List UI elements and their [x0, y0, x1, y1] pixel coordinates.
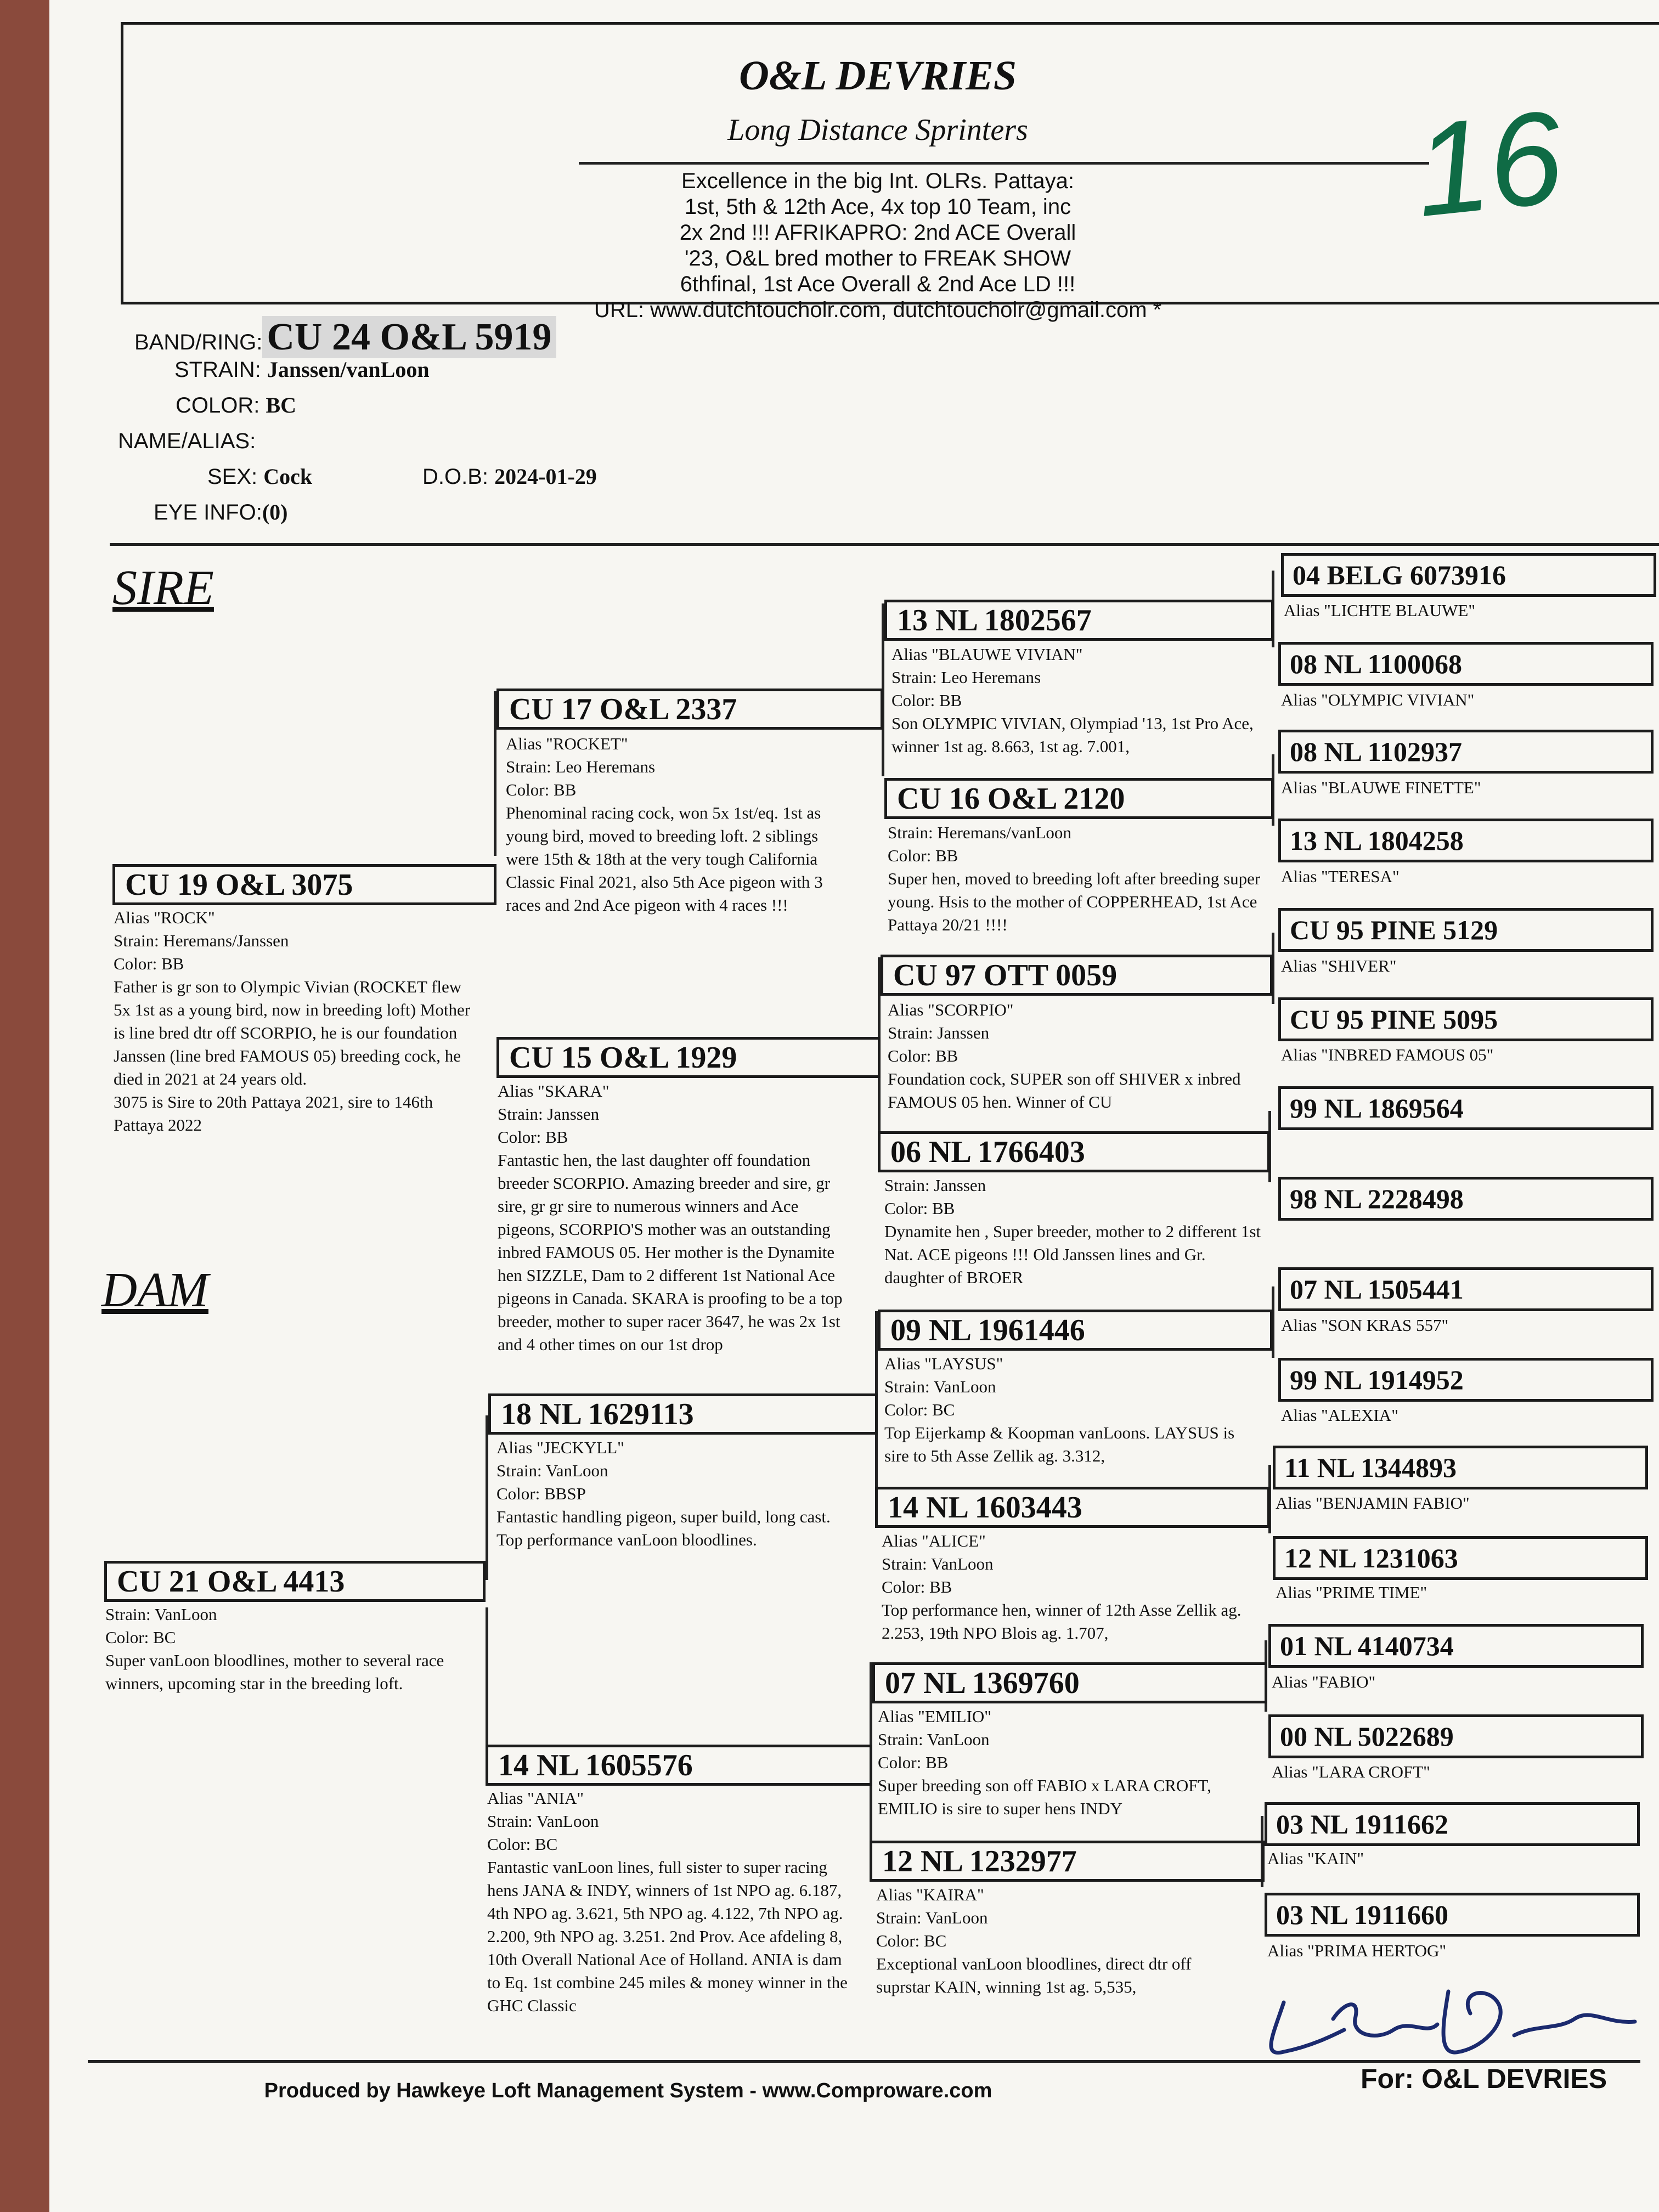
gen3-details-4: Strain: Janssen Color: BB Dynamite hen , Super breeder, mother to 2 different 1st Nat. ACE pigeons !!! Old Janssen lines and Gr. daughter of BROER [884, 1176, 1261, 1287]
gen4-alias: Alias "SHIVER" [1281, 956, 1397, 975]
gen4-band-box: 03 NL 1911660 [1265, 1893, 1640, 1937]
dam-note: Super vanLoon bloodlines, mother to several race winners, upcoming star in the breeding loft. [105, 1651, 444, 1693]
gen4-alias: Alias "BLAUWE FINETTE" [1281, 778, 1481, 797]
produced-by: Produced by Hawkeye Loft Management System - www.Comproware.com [264, 2079, 992, 2102]
gen3-band-box-3: CU 97 OTT 0059 [881, 955, 1273, 996]
gen3-details-8: Alias "KAIRA" Strain: VanLoon Color: BC Exceptional vanLoon bloodlines, direct dtr off suprstar KAIN, winning 1st ag. 5,535, [876, 1885, 1192, 1996]
for-label: For: O&L DEVRIES [1361, 2063, 1607, 2094]
gen3-band-box-7: 07 NL 1369760 [872, 1662, 1267, 1703]
gen4-band-box: 12 NL 1231063 [1273, 1536, 1648, 1580]
blurb-url-line: URL: www.dutchtoucholr.com, dutchtoucholr@gmail.com * [594, 298, 1162, 322]
dam-dam-details: Alias "ANIA" Strain: VanLoon Color: BC Fantastic vanLoon lines, full sister to super racing hens JANA & INDY, winners of 1st NPO ag. 6.187, 4th NPO ag. 3.621, 5th NPO ag. 4.122, 7th NPO ag. 2.200, 9th NPO ag. 3.251. 2nd Prov. Ace afdeling 8, 10th Overall National Ace of Holland. ANIA is dam to Eq. 1st combine 245 miles & money winner in the GHC Classic [487, 1788, 848, 2015]
gen4-alias: Alias "LARA CROFT" [1272, 1762, 1430, 1781]
header-rule [579, 162, 1429, 165]
blurb-line: 1st, 5th & 12th Ace, 4x top 10 Team, inc [684, 195, 1071, 219]
sire-sire-details: Alias "ROCKET" Strain: Leo Heremans Color: BB Phenominal racing cock, won 5x 1st/eq. 1st as young bird, moved to breeding loft. 2 siblings were 15th & 18th at the very tough California Classic Final 2021, also 5th Ace pigeon with 3 races and 2nd Ace pigeon with 4 races !!! [506, 734, 823, 915]
gen3-details-6: Alias "ALICE" Strain: VanLoon Color: BB Top performance hen, winner of 12th Asse Zellik ag. 2.253, 19th NPO Blois ag. 1.707, [882, 1531, 1242, 1643]
sire-dam-band-box: CU 15 O&L 1929 [496, 1037, 881, 1078]
dam-dam-band-box: 14 NL 1605576 [486, 1745, 872, 1786]
gen4-band-box: 08 NL 1100068 [1278, 642, 1654, 686]
dob-field: D.O.B: 2024-01-29 [422, 464, 597, 489]
gen4-alias: Alias "SON KRAS 557" [1281, 1316, 1449, 1335]
gen4-alias: Alias "FABIO" [1272, 1672, 1376, 1691]
section-divider [110, 543, 1659, 546]
blurb-line: '23, O&L bred mother to FREAK SHOW [684, 246, 1071, 270]
color-field: COLOR: BC [176, 393, 297, 417]
sire-dam-details: Alias "SKARA" Strain: Janssen Color: BB Fantastic hen, the last daughter off foundation breeder SCORPIO. Amazing breeder and sire, gr sire, gr gr sire to numerous winners and Ace pigeons, SCORPIO'S mother was an outstanding inbred FAMOUS 05. Her mother is the Dynamite hen SIZZLE, Dam to 2 different 1st National Ace pigeons in Canada. SKARA is proofing to be a top breeder, mother to super racer 3647, he was 2x 1st and 4 other times on our 1st drop [498, 1081, 843, 1354]
eye-field: EYE INFO:(0) [154, 500, 288, 524]
blurb-line: 6thfinal, 1st Ace Overall & 2nd Ace LD !!! [680, 272, 1076, 296]
blurb-line: Excellence in the big Int. OLRs. Pattaya: [681, 169, 1074, 193]
gen4-alias: Alias "KAIN" [1267, 1849, 1364, 1868]
gen3-band-box-5: 09 NL 1961446 [878, 1310, 1273, 1351]
gen4-band-box: CU 95 PINE 5129 [1278, 908, 1654, 952]
gen3-details-2: Strain: Heremans/vanLoon Color: BB Super hen, moved to breeding loft after breeding super young. Hsis to the mother of COPPERHEAD, 1st Ace Pattaya 20/21 !!!! [888, 823, 1261, 934]
loft-title: O&L DEVRIES [738, 53, 1017, 99]
gen4-band-box: 03 NL 1911662 [1265, 1802, 1640, 1846]
sire-band-box: CU 19 O&L 3075 [112, 864, 496, 905]
band-field: BAND/RING: CU 24 O&L 5919 [134, 315, 556, 359]
dam-band-box: CU 21 O&L 4413 [104, 1561, 486, 1602]
gen3-band-box-6: 14 NL 1603443 [875, 1487, 1270, 1528]
gen3-details-5: Alias "LAYSUS" Strain: VanLoon Color: BC Top Eijerkamp & Koopman vanLoons. LAYSUS is sire to 5th Asse Zellik ag. 3.312, [884, 1354, 1235, 1465]
blurb-line: 2x 2nd !!! AFRIKAPRO: 2nd ACE Overall [679, 221, 1076, 245]
connector [486, 1415, 488, 1580]
dam-details: Strain: VanLoon Color: BC Super vanLoon bloodlines, mother to several race winners, upcoming star in the breeding loft. [105, 1603, 462, 1695]
dam-sire-details: Alias "JECKYLL" Strain: VanLoon Color: BBSP Fantastic handling pigeon, super build, long cast. Top performance vanLoon bloodlines. [496, 1438, 831, 1549]
gen4-band-box: 07 NL 1505441 [1278, 1267, 1654, 1311]
gen3-band-box-2: CU 16 O&L 2120 [884, 778, 1274, 819]
gen4-alias: Alias "PRIMA HERTOG" [1267, 1941, 1447, 1960]
strain-field: STRAIN: Janssen/vanLoon [174, 357, 430, 382]
gen4-band-box: 01 NL 4140734 [1268, 1624, 1644, 1668]
gen4-band-box: 00 NL 5022689 [1268, 1714, 1644, 1758]
gen4-band-box: 98 NL 2228498 [1278, 1177, 1654, 1221]
gen4-alias: Alias "BENJAMIN FABIO" [1276, 1493, 1470, 1513]
gen4-band-box: 11 NL 1344893 [1273, 1446, 1648, 1489]
gen3-details-3: Alias "SCORPIO" Strain: Janssen Color: BB Foundation cock, SUPER son off SHIVER x inbred FAMOUS 05 hen. Winner of CU [888, 1000, 1241, 1111]
dam-heading: DAM [101, 1263, 208, 1317]
gen4-alias: Alias "INBRED FAMOUS 05" [1281, 1045, 1494, 1064]
gen4-band-box: 99 NL 1914952 [1278, 1358, 1654, 1402]
sire-details: Alias "ROCK" Strain: Heremans/Janssen Color: BB Father is gr son to Olympic Vivian (ROCKET flew 5x 1st as a young bird, now in breeding loft) Mother is line bred dtr off SCORPIO, he is our foundation Janssen (line bred FAMOUS 05) breeding cock, he died in 2021 at 24 years old. 3075 is Sire to 20th Pattaya 2021, sire to 146th Pattaya 2022 [114, 906, 476, 1137]
gen4-band-box: CU 95 PINE 5095 [1278, 997, 1654, 1041]
sire-note: Father is gr son to Olympic Vivian (ROCKET flew 5x 1st as a young bird, now in breeding loft) Mother is line bred dtr off SCORPIO, he is our foundation Janssen (line bred FAMOUS 05) breeding cock, he died in 2021 at 24 years old. [114, 977, 471, 1088]
gen4-band-box: 99 NL 1869564 [1278, 1086, 1654, 1130]
gen4-alias: Alias "ALEXIA" [1281, 1406, 1398, 1425]
gen4-band-box: 13 NL 1804258 [1278, 819, 1654, 862]
gen3-details-7: Alias "EMILIO" Strain: VanLoon Color: BB Super breeding son off FABIO x LARA CROFT, EMILIO is sire to super hens INDY [878, 1707, 1211, 1818]
gen3-band-box-8: 12 NL 1232977 [870, 1841, 1265, 1882]
gen4-band-box: 08 NL 1102937 [1278, 730, 1654, 774]
footer-rule [88, 2060, 1640, 2063]
band-value: CU 24 O&L 5919 [262, 316, 556, 358]
gen4-alias: Alias "PRIME TIME" [1276, 1583, 1427, 1602]
sire-heading: SIRE [112, 561, 214, 615]
handwritten-page-number: 16 [1408, 82, 1570, 245]
gen4-alias: Alias "OLYMPIC VIVIAN" [1281, 690, 1475, 709]
gen4-alias: Alias "TERESA" [1281, 867, 1400, 886]
dam-sire-band-box: 18 NL 1629113 [488, 1393, 878, 1435]
signature-mark [1251, 1970, 1646, 2068]
name-field: NAME/ALIAS: [118, 429, 256, 453]
header-blurb [123, 168, 1632, 323]
gen3-band-box-4: 06 NL 1766403 [878, 1131, 1270, 1172]
gen4-alias: Alias "LICHTE BLAUWE" [1284, 601, 1476, 620]
sire-note-2: 3075 is Sire to 20th Pattaya 2021, sire to 146th Pattaya 2022 [114, 1092, 433, 1135]
sex-field: SEX: Cock [207, 464, 313, 489]
gen3-details-1: Alias "BLAUWE VIVIAN" Strain: Leo Heremans Color: BB Son OLYMPIC VIVIAN, Olympiad '13, 1st Pro Ace, winner 1st ag. 8.663, 1st ag. 7.001, [891, 645, 1254, 756]
gen4-band-box: 04 BELG 6073916 [1281, 553, 1656, 597]
gen3-band-box-1: 13 NL 1802567 [884, 600, 1274, 641]
sire-sire-band-box: CU 17 O&L 2337 [496, 689, 883, 730]
loft-subtitle: Long Distance Sprinters [727, 113, 1028, 147]
